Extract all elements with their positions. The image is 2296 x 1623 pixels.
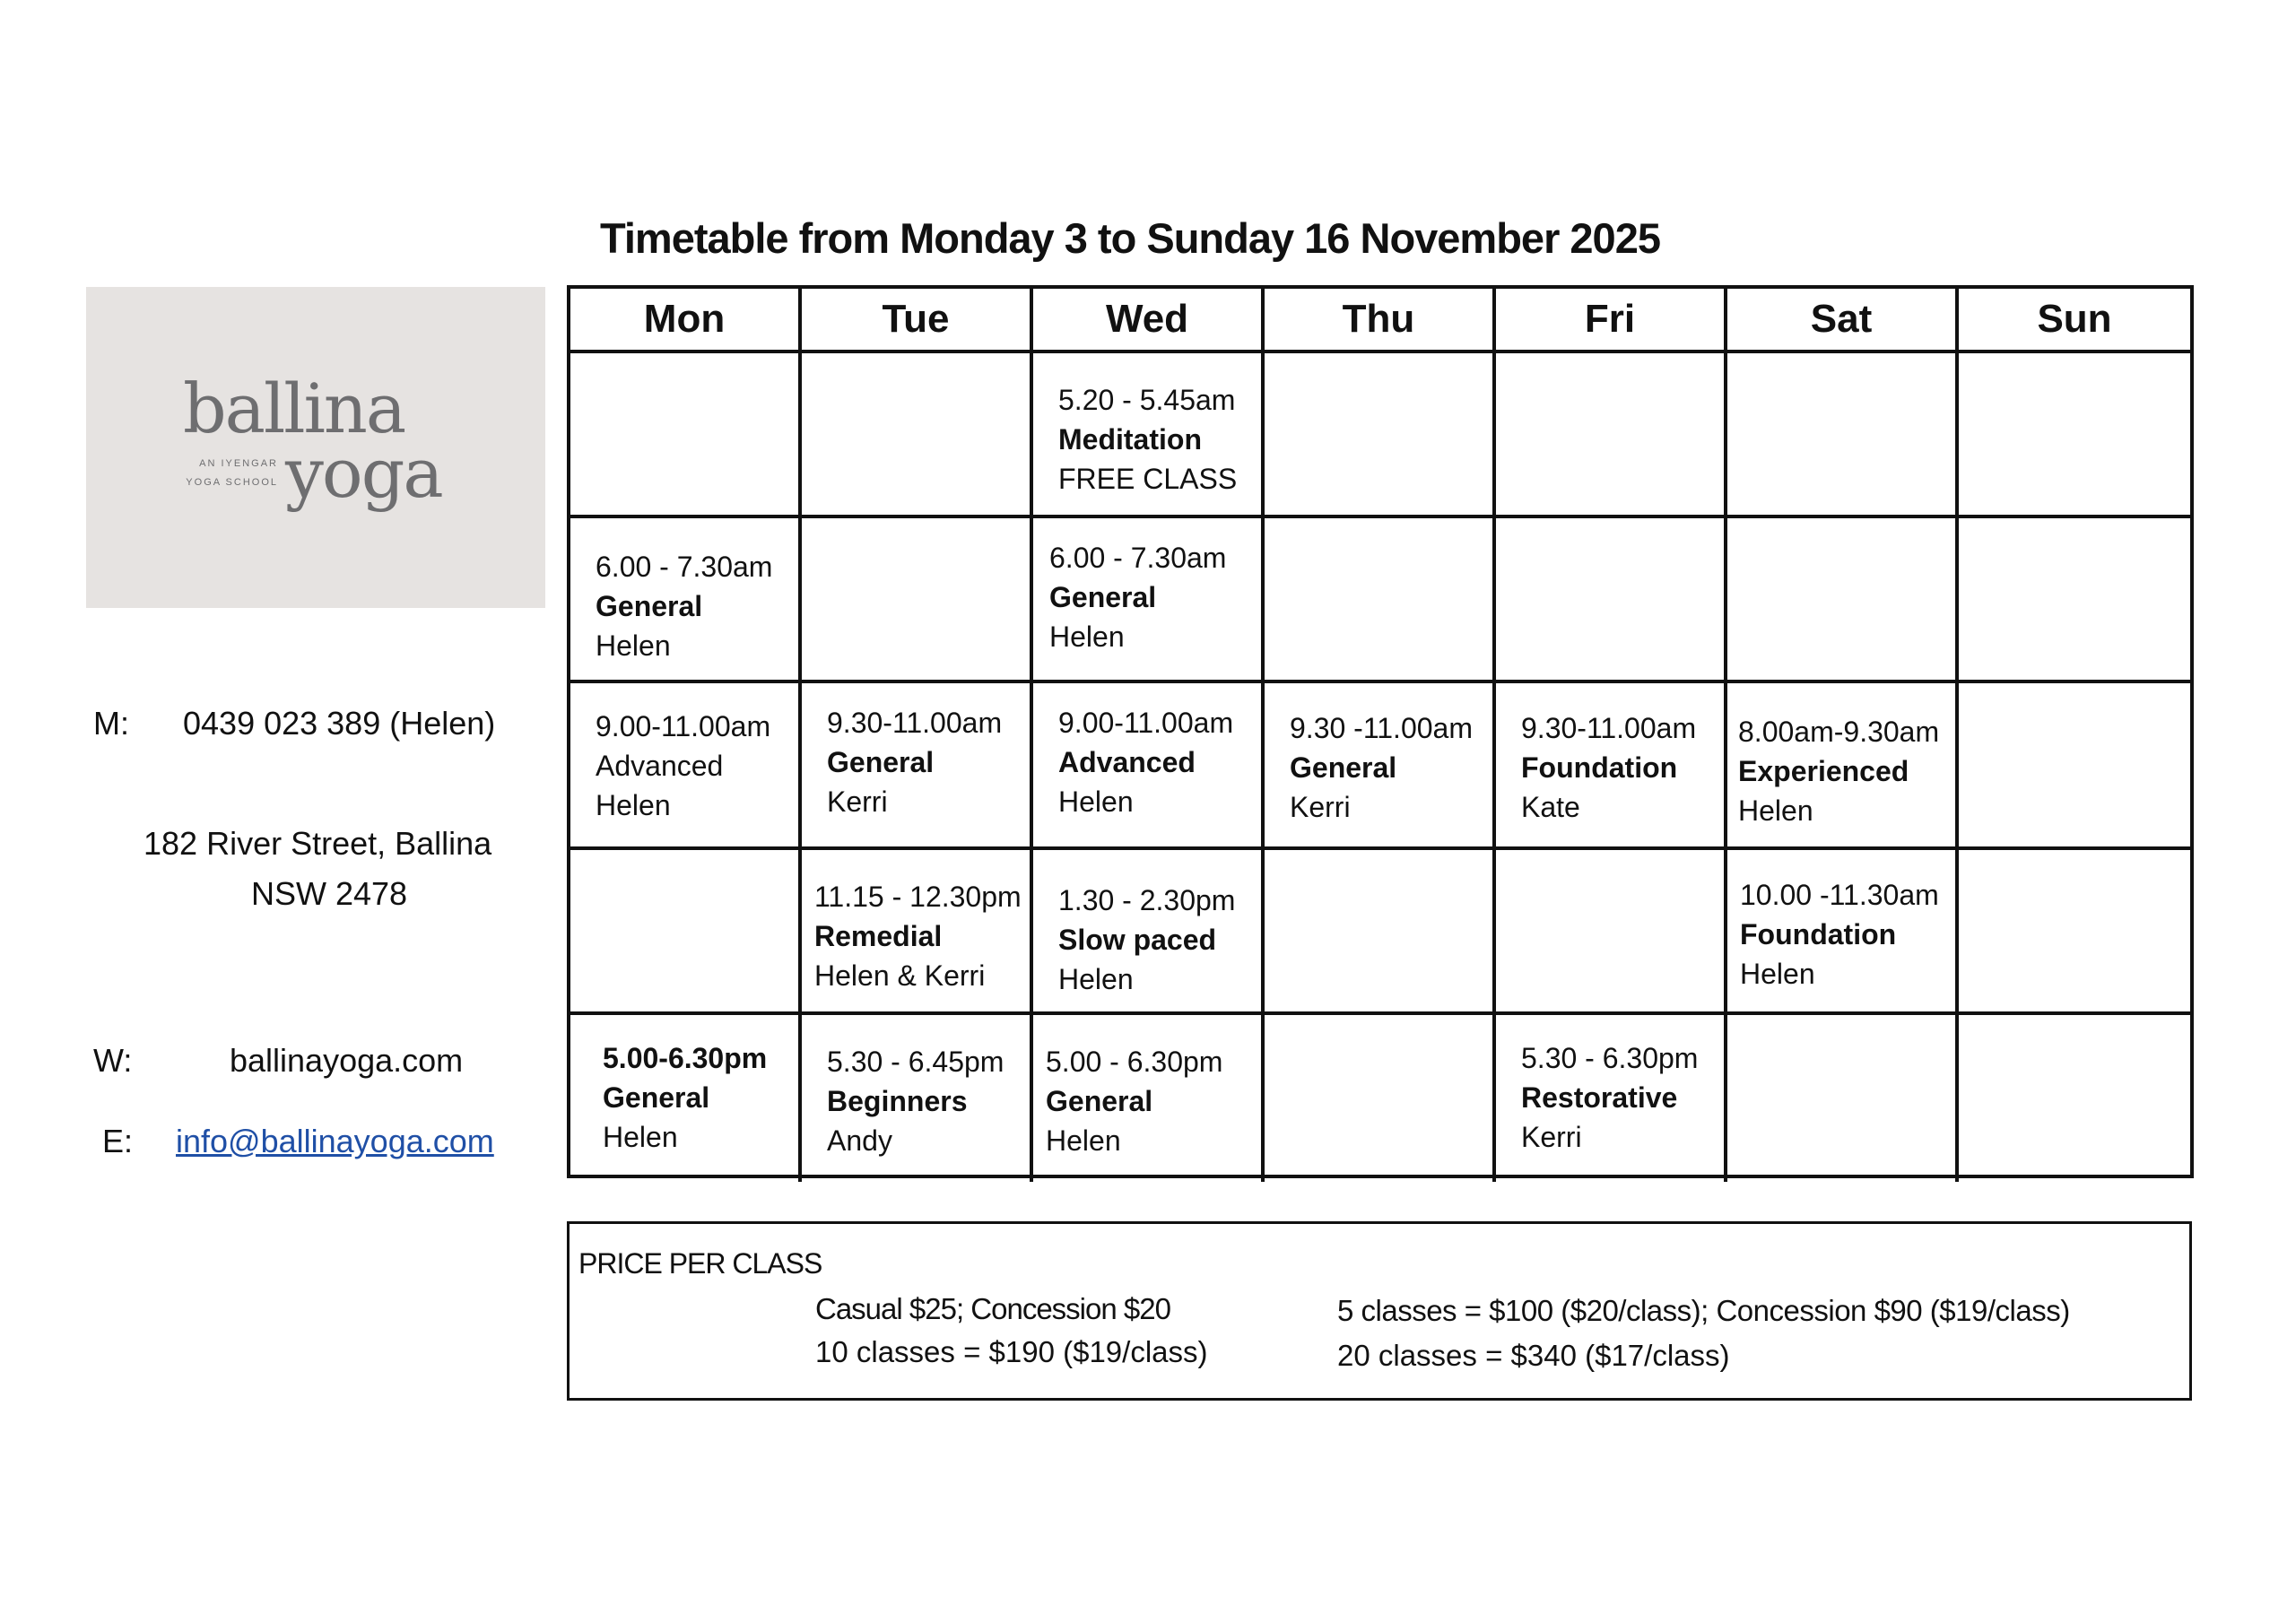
logo-tagline-line2: YOGA SCHOOL: [186, 477, 278, 488]
class-time: 9.30-11.00am: [827, 707, 1003, 739]
class-name: Restorative: [1521, 1081, 1678, 1114]
slot-cell: [1959, 850, 2190, 1015]
class-name: Advanced: [596, 750, 724, 782]
price-ten-classes: 10 classes = $190 ($19/class): [815, 1335, 1208, 1368]
class-name: Foundation: [1740, 918, 1897, 950]
class-teacher: Kerri: [827, 785, 888, 818]
class-slot: [1727, 850, 1959, 1015]
slot-cell: [1265, 1015, 1496, 1182]
class-slot: [802, 850, 1033, 1015]
price-casual: Casual $25; Concession $20: [815, 1292, 1170, 1325]
class-slot: [1033, 353, 1265, 518]
class-name: General: [596, 590, 703, 622]
class-name: Slow paced: [1058, 924, 1217, 956]
slot-cell: [1959, 353, 2190, 518]
email-link[interactable]: info@ballinayoga.com: [176, 1123, 494, 1159]
class-name: General: [1290, 751, 1397, 784]
class-teacher: Helen: [603, 1121, 678, 1153]
class-name: Experienced: [1738, 755, 1909, 787]
class-teacher: Helen: [1058, 785, 1134, 818]
class-teacher: Helen: [1049, 621, 1125, 653]
day-header-sun: Sun: [1959, 289, 2190, 353]
day-header-fri: Fri: [1496, 289, 1727, 353]
class-slot: [1033, 683, 1265, 850]
slot-cell: [1959, 683, 2190, 850]
class-time: 9.00-11.00am: [1058, 707, 1234, 739]
logo-word-ballina: ballina: [183, 369, 405, 448]
class-time: 6.00 - 7.30am: [596, 551, 773, 583]
class-slot: [1496, 683, 1727, 850]
class-teacher: Helen: [1058, 963, 1134, 995]
class-teacher: Helen: [1740, 958, 1815, 990]
class-name: General: [1049, 581, 1157, 613]
day-header-sat: Sat: [1727, 289, 1959, 353]
logo-word-yoga: yoga: [285, 433, 442, 513]
web-label: W:: [93, 1042, 133, 1079]
slot-cell: [1265, 353, 1496, 518]
logo-tagline-line1: AN IYENGAR: [199, 458, 278, 469]
slot-cell: [1727, 518, 1959, 683]
address-line1: 182 River Street, Ballina: [144, 825, 492, 862]
mobile-number: 0439 023 389 (Helen): [183, 705, 496, 742]
class-time: 8.00am-9.30am: [1738, 716, 1940, 748]
class-teacher: Andy: [827, 1124, 892, 1157]
class-note: FREE CLASS: [1058, 463, 1238, 495]
class-name: Foundation: [1521, 751, 1678, 784]
mobile-label: M:: [93, 705, 129, 742]
class-slot: [1265, 683, 1496, 850]
class-time: 10.00 -11.30am: [1740, 879, 1939, 911]
class-time: 5.20 - 5.45am: [1058, 384, 1236, 416]
slot-cell: [802, 518, 1033, 683]
class-time: 5.30 - 6.45pm: [827, 1046, 1004, 1078]
class-name: General: [603, 1081, 710, 1114]
class-slot: [1727, 683, 1959, 850]
day-header-tue: Tue: [802, 289, 1033, 353]
class-slot: [570, 518, 802, 683]
class-slot: [1033, 850, 1265, 1015]
class-name: General: [1046, 1085, 1153, 1117]
class-teacher: Helen: [596, 629, 671, 662]
class-teacher: Helen & Kerri: [814, 959, 986, 992]
class-teacher: Kerri: [1521, 1121, 1582, 1153]
slot-cell: [1265, 850, 1496, 1015]
class-teacher: Helen: [596, 789, 671, 821]
class-slot: [1496, 1015, 1727, 1182]
ballina-yoga-logo: [86, 287, 545, 608]
class-name: Meditation: [1058, 423, 1202, 456]
class-time: 1.30 - 2.30pm: [1058, 884, 1236, 916]
timetable-grid: [567, 285, 2194, 1178]
price-panel: [567, 1221, 2192, 1401]
class-slot: [802, 683, 1033, 850]
slot-cell: [802, 353, 1033, 518]
class-time: 5.30 - 6.30pm: [1521, 1042, 1699, 1074]
class-slot: [570, 1015, 802, 1182]
price-five-classes: 5 classes = $100 ($20/class); Concession $90 ($19/class): [1337, 1294, 2070, 1327]
slot-cell: [1959, 518, 2190, 683]
class-name: General: [827, 746, 935, 778]
slot-cell: [1265, 518, 1496, 683]
class-name: Advanced: [1058, 746, 1196, 778]
class-slot: [570, 683, 802, 850]
slot-cell: [570, 850, 802, 1015]
class-time: 5.00-6.30pm: [603, 1042, 768, 1074]
page-title: Timetable from Monday 3 to Sunday 16 November 2025: [600, 214, 1660, 262]
day-header-thu: Thu: [1265, 289, 1496, 353]
class-time: 6.00 - 7.30am: [1049, 542, 1227, 574]
slot-cell: [1959, 1015, 2190, 1182]
class-slot: [1033, 518, 1265, 683]
slot-cell: [1496, 518, 1727, 683]
day-header-mon: Mon: [570, 289, 802, 353]
class-time: 9.30-11.00am: [1521, 712, 1697, 744]
class-teacher: Kerri: [1290, 791, 1351, 823]
website-text: ballinayoga.com: [230, 1042, 464, 1079]
class-time: 11.15 - 12.30pm: [814, 881, 1022, 913]
class-slot: [1033, 1015, 1265, 1182]
slot-cell: [1496, 850, 1727, 1015]
class-teacher: Kate: [1521, 791, 1580, 823]
slot-cell: [1727, 353, 1959, 518]
slot-cell: [1496, 353, 1727, 518]
class-slot: [802, 1015, 1033, 1182]
class-teacher: Helen: [1738, 794, 1813, 827]
class-teacher: Helen: [1046, 1124, 1121, 1157]
price-heading: PRICE PER CLASS: [578, 1247, 822, 1280]
price-twenty-classes: 20 classes = $340 ($17/class): [1337, 1339, 1730, 1372]
class-time: 9.30 -11.00am: [1290, 712, 1473, 744]
slot-cell: [570, 353, 802, 518]
address-line2: NSW 2478: [251, 875, 408, 912]
email-label: E:: [102, 1123, 134, 1159]
class-time: 9.00-11.00am: [596, 710, 771, 742]
class-name: Beginners: [827, 1085, 968, 1117]
slot-cell: [1727, 1015, 1959, 1182]
class-name: Remedial: [814, 920, 943, 952]
day-header-wed: Wed: [1033, 289, 1265, 353]
class-time: 5.00 - 6.30pm: [1046, 1046, 1223, 1078]
